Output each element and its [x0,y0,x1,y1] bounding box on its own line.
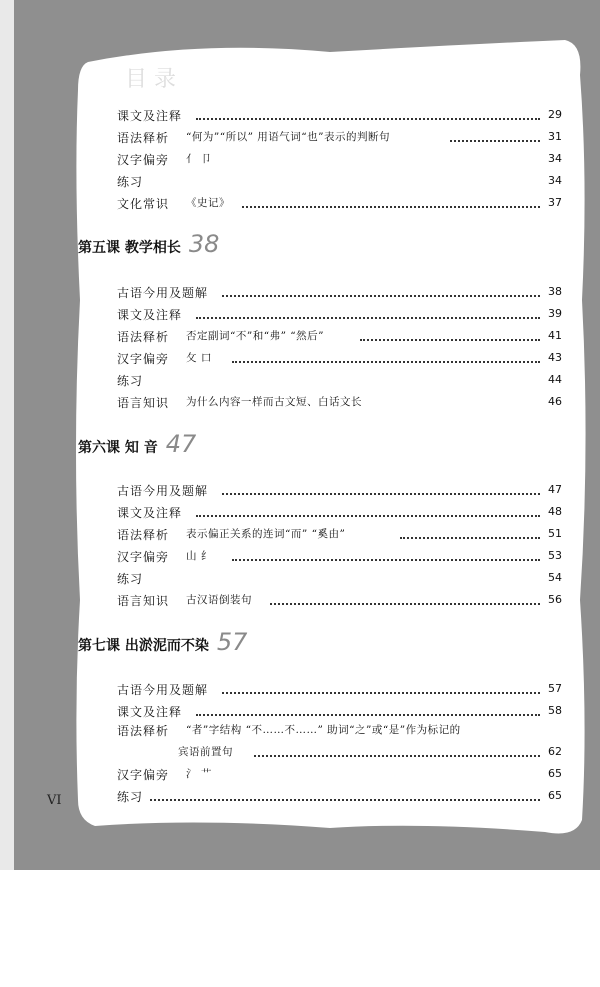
toc-entry[interactable] [0,589,600,609]
toc-entry[interactable] [0,170,600,190]
lesson-title-text: 第六课 知 音 [78,440,158,456]
entry-label: 练习 [117,175,144,189]
entry-page: 34 [548,152,562,165]
toc-entry[interactable] [0,104,600,124]
entry-page: 51 [548,527,562,540]
entry-page: 65 [548,767,562,780]
leader-dots [196,704,540,716]
toc-entry[interactable] [0,325,600,345]
entry-page: 58 [548,704,562,717]
toc-entry[interactable] [0,567,600,587]
entry-label: 语法释析 [117,131,170,145]
entry-page: 47 [548,483,562,496]
entry-label: 汉字偏旁 [117,352,170,366]
toc-entry[interactable] [0,148,600,168]
entry-page: 54 [548,571,562,584]
entry-page: 34 [548,174,562,187]
entry-desc: 为什么内容一样而古文短、白话文长 [186,396,362,408]
entry-page: 38 [548,285,562,298]
entry-label: 课文及注释 [117,308,183,322]
lesson-title-text: 第七课 出淤泥而不染 [78,638,209,654]
entry-page: 41 [548,329,562,342]
toc-entry[interactable] [0,126,600,146]
leader-dots [222,285,540,297]
entry-page: 53 [548,549,562,562]
toc-entry[interactable] [0,719,600,739]
entry-page: 31 [548,130,562,143]
leader-dots [270,593,540,605]
lesson-title-text: 第五课 教学相长 [78,240,181,256]
lesson-5-title[interactable] [78,230,219,258]
leader-dots [150,789,540,801]
entry-page: 65 [548,789,562,802]
entry-desc: 氵 艹 [186,768,212,780]
entry-desc: “何为”“所以” 用语气词“也”表示的判断句 [186,131,391,143]
entry-label: 练习 [117,572,144,586]
entry-label: 古语今用及题解 [117,484,209,498]
entry-page: 44 [548,373,562,386]
entry-desc: 《史记》 [186,197,230,209]
entry-label: 语法释析 [117,724,170,738]
toc-entry[interactable] [0,763,600,783]
entry-label: 语法释析 [117,528,170,542]
entry-desc-continued: 宾语前置句 [178,746,233,758]
toc-entry[interactable] [0,785,600,805]
toc-entry[interactable] [0,501,600,521]
toc-entry[interactable] [0,678,600,698]
handwritten-page-note: 57 [216,628,248,656]
leader-dots [400,527,540,539]
entry-page: 37 [548,196,562,209]
entry-desc: “者”字结构 “不……不……” 助词“之”或“是”作为标记的 [186,724,461,736]
toc-entry[interactable] [0,479,600,499]
lesson-7-title[interactable] [78,628,247,656]
leader-dots [196,108,540,120]
entry-label: 古语今用及题解 [117,286,209,300]
entry-label: 练习 [117,790,144,804]
leader-dots [450,130,540,142]
leader-dots [222,483,540,495]
entry-page: 57 [548,682,562,695]
entry-desc: 表示偏正关系的连词“而” “奚由” [186,528,346,540]
toc-entry[interactable] [0,347,600,367]
toc-entry[interactable] [0,700,600,720]
toc-entry[interactable] [0,545,600,565]
entry-page: 29 [548,108,562,121]
leader-dots [196,505,540,517]
entry-page: 39 [548,307,562,320]
page-number: VI [47,793,62,808]
entry-label: 课文及注释 [117,506,183,520]
leader-dots [360,329,540,341]
leader-dots [232,351,540,363]
leader-dots [232,549,540,561]
entry-label: 古语今用及题解 [117,683,209,697]
leader-dots [242,196,540,208]
entry-label: 课文及注释 [117,705,183,719]
toc-entry[interactable] [0,523,600,543]
entry-page: 48 [548,505,562,518]
entry-label: 练习 [117,374,144,388]
entry-page: 43 [548,351,562,364]
entry-label: 语言知识 [117,396,170,410]
entry-page: 62 [548,745,562,758]
entry-desc: 否定副词“不”和“弗” “然后” [186,330,325,342]
toc-entry[interactable] [0,281,600,301]
entry-label: 汉字偏旁 [117,768,170,782]
entry-desc: 攵 口 [186,352,212,364]
handwritten-page-note: 47 [165,430,197,458]
entry-page: 56 [548,593,562,606]
toc-entry[interactable] [0,303,600,323]
leader-dots [254,745,540,757]
entry-label: 课文及注释 [117,109,183,123]
handwritten-page-note: 38 [188,230,220,258]
toc-entry[interactable] [0,192,600,212]
entry-desc: 亻 卩 [186,153,212,165]
entry-page: 46 [548,395,562,408]
entry-desc: 山 纟 [186,550,212,562]
lesson-6-title[interactable] [78,430,196,458]
toc-entry[interactable] [0,391,600,411]
faint-header-watermark: 目 录 [125,67,176,92]
entry-label: 汉字偏旁 [117,153,170,167]
entry-label: 汉字偏旁 [117,550,170,564]
leader-dots [196,307,540,319]
entry-label: 文化常识 [117,197,170,211]
entry-label: 语法释析 [117,330,170,344]
toc-entry[interactable] [0,369,600,389]
leader-dots [222,682,540,694]
toc-entry-continued[interactable] [0,741,600,761]
entry-desc: 古汉语倒装句 [186,594,252,606]
entry-label: 语言知识 [117,594,170,608]
